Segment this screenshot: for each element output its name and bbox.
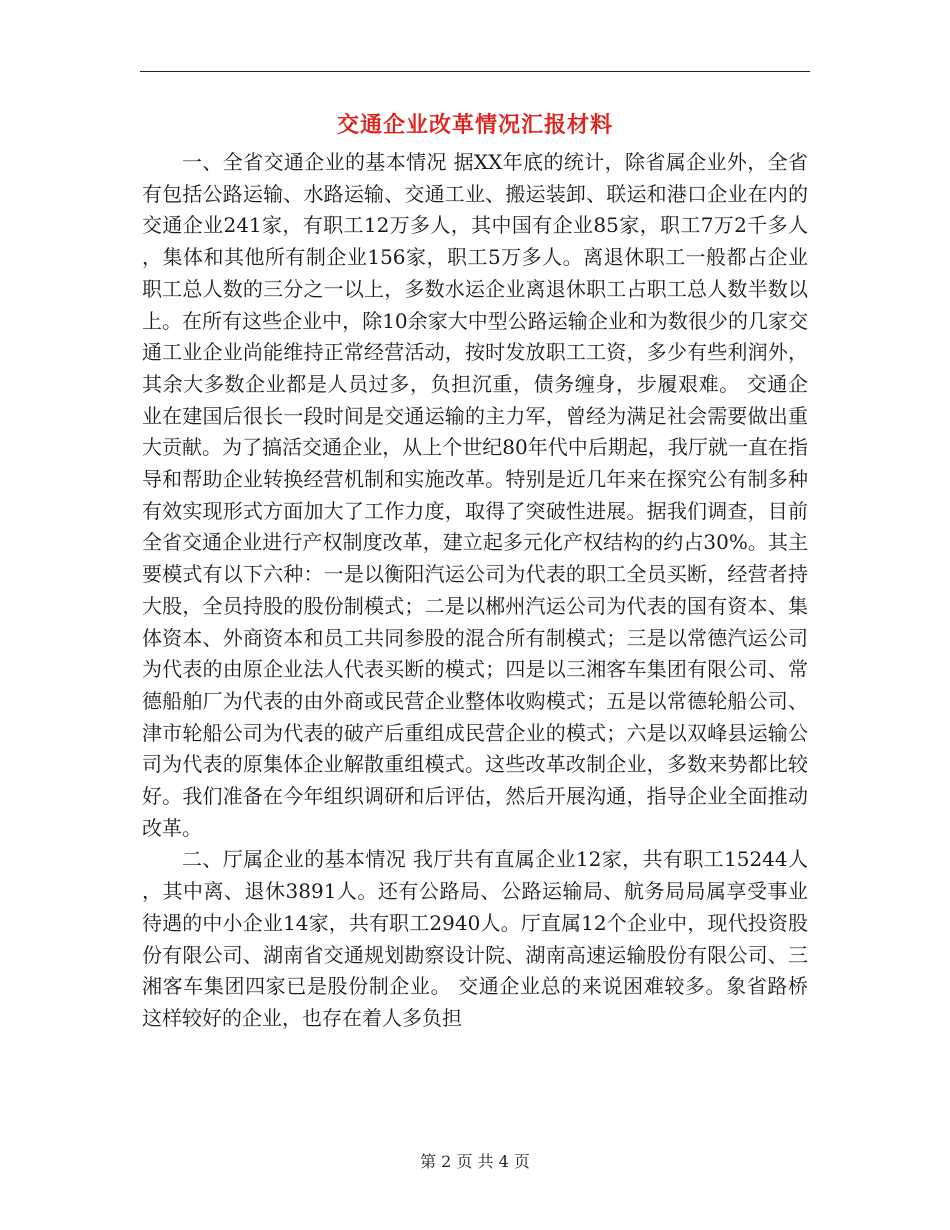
document-body — [142, 147, 808, 1035]
header-rule — [140, 71, 810, 72]
document-title: 交通企业改革情况汇报材料 — [336, 112, 613, 138]
paragraph-department-enterprises: 二、厅属企业的基本情况 我厅共有直属企业12家，共有职工15244人，其中离、退休3891人。还有公路局、公路运输局、航务局局属享受事业待遇的中小企业14家，共有职工2940人。厅直属12个企业中，现代投资股份有限公司、湖南省交通规划勘察设计院、湖南高速运输股份有限公司、三湘客车集团四家已是股份制企业。 交通企业总的来说困难较多。象省路桥这样较好的企业，也存在着人多负担 — [142, 847, 808, 1030]
paragraph-provincial-enterprises: 一、全省交通企业的基本情况 据XX年底的统计，除省属企业外，全省有包括公路运输、水路运输、交通工业、搬运装卸、联运和港口企业在内的交通企业241家，有职工12万多人，其中国有企业85家，职工7万2千多人，集体和其他所有制企业156家，职工5万多人。离退休职工一般都占企业职工总人数的三分之一以上，多数水运企业离退休职工占职工总人数半数以上。在所有这些企业中，除10余家大中型公路运输企业和为数很少的几家交通工业企业尚能维持正常经营活动，按时发放职工工资，多少有些利润外，其余大多数企业都是人员过多，负担沉重，债务缠身，步履艰难。 交通企业在建国后很长一段时间是交通运输的主力军，曾经为满足社会需要做出重大贡献。为了搞活交通企业，从上个世纪80年代中后期起，我厅就一直在指导和帮助企业转换经营机制和实施改革。特别是近几年来在探究公有制多种有效实现形式方面加大了工作力度，取得了突破性进展。据我们调查，目前全省交通企业进行产权制度改革，建立起多元化产权结构的约占30%。其主要模式有以下六种：一是以衡阳汽运公司为代表的职工全员买断，经营者持大股，全员持股的股份制模式；二是以郴州汽运公司为代表的国有资本、集体资本、外商资本和员工共同参股的混合所有制模式；三是以常德汽运公司为代表的由原企业法人代表买断的模式；四是以三湘客车集团有限公司、常德船舶厂为代表的由外商或民营企业整体收购模式；五是以常德轮船公司、津市轮船公司为代表的破产后重组成民营企业的模式；六是以双峰县运输公司为代表的原集体企业解散重组模式。这些改革改制企业，多数来势都比较好。我们准备在今年组织调研和后评估，然后开展沟通，指导企业全面推动改革。 — [142, 150, 808, 840]
page-footer: 第 2 页 共 4 页 — [420, 1152, 530, 1171]
